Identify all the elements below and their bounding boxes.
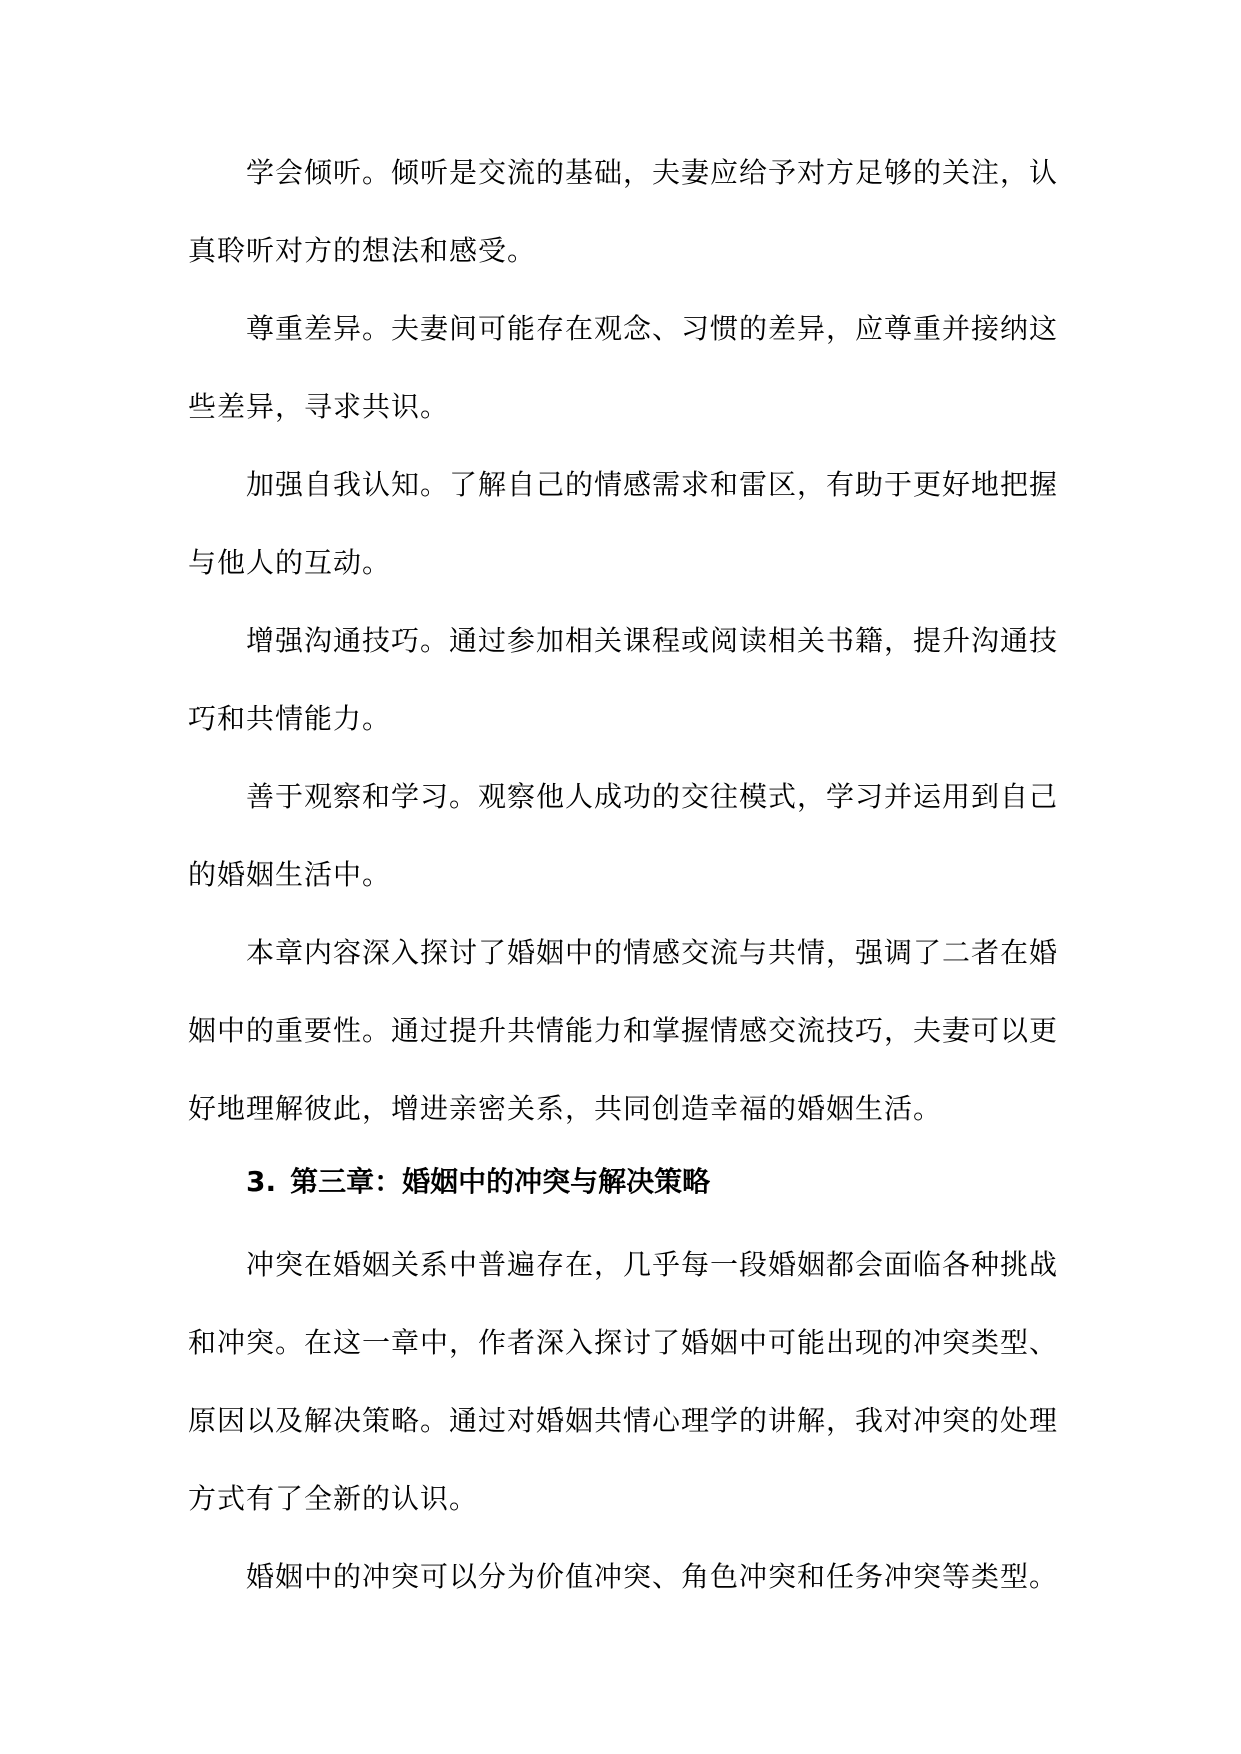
paragraph-conflict-intro: 冲突在婚姻关系中普遍存在，几乎每一段婚姻都会面临各种挑战和冲突。在这一章中，作者深入探讨了婚姻中可能出现的冲突类型、原因以及解决策略。通过对婚姻共情心理学的讲解，我对冲突的处理方式有了全新的认识。: [188, 1248, 1059, 1515]
paragraph-respect-differences: 尊重差异。夫妻间可能存在观念、习惯的差异，应尊重并接纳这些差异，寻求共识。: [188, 312, 1059, 423]
chapter-title: 第三章：婚姻中的冲突与解决策略: [290, 1165, 711, 1198]
paragraph-chapter-summary: 本章内容深入探讨了婚姻中的情感交流与共情，强调了二者在婚姻中的重要性。通过提升共情能力和掌握情感交流技巧，夫妻可以更好地理解彼此，增进亲密关系，共同创造幸福的婚姻生活。: [188, 936, 1059, 1125]
paragraph-observe-learn: 善于观察和学习。观察他人成功的交往模式，学习并运用到自己的婚姻生活中。: [188, 780, 1059, 891]
paragraph-listening: 学会倾听。倾听是交流的基础，夫妻应给予对方足够的关注，认真聆听对方的想法和感受。: [188, 156, 1059, 267]
chapter-heading: [246, 1162, 710, 1202]
paragraph-conflict-types: 婚姻中的冲突可以分为价值冲突、角色冲突和任务冲突等类型。: [246, 1560, 1059, 1593]
paragraph-self-awareness: 加强自我认知。了解自己的情感需求和雷区，有助于更好地把握与他人的互动。: [188, 468, 1059, 579]
paragraph-communication-skills: 增强沟通技巧。通过参加相关课程或阅读相关书籍，提升沟通技巧和共情能力。: [188, 624, 1059, 735]
chapter-number: 3.: [246, 1165, 277, 1198]
